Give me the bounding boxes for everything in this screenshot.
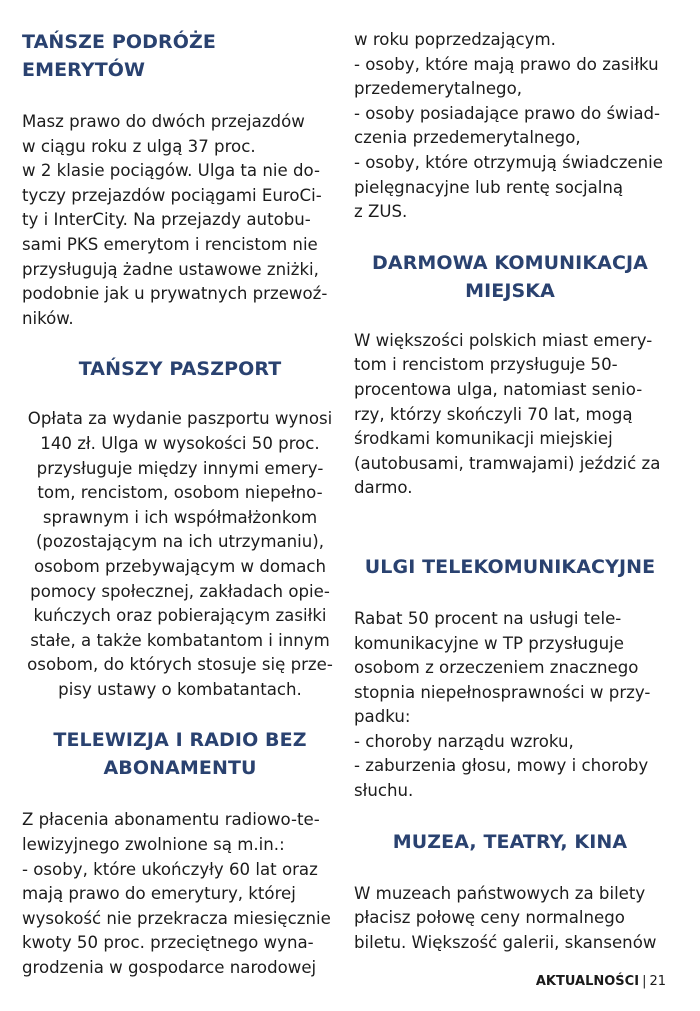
heading-telecom: ULGI TELEKOMUNIKACYJNE <box>364 555 656 578</box>
left-column <box>22 28 338 981</box>
heading-free-transport: DARMOWA KOMUNIKACJA MIEJSKA <box>372 251 648 302</box>
right-column <box>354 28 666 955</box>
body-cheaper-passport: Opłata za wydanie paszportu wynosi 140 zł. Ulga w wysokości 50 proc. przysługuje między innymi emery- tom, rencistom, osobom niepełno- sprawnym i ich współmałżonkom (pozostającym na ich utrzymaniu), osobom przebywającym w domach pomocy społecznej, zakładach opie- kuńczych oraz pobierającym zasiłki stałe, a także kombatantom i innym osobom, do których stosuje się prze- pisy ustawy o kombatantach. <box>27 409 333 699</box>
body-free-transport: W większości polskich miast emery- tom i rencistom przysługuje 50- procentowa ulga, natomiast senio- rzy, którzy skończyli 70 lat, mogą środkami komunikacji miejskiej (autobusami, tramwajami) jeździć za darmo. <box>354 330 661 498</box>
body-tv-radio: Z płacenia abonamentu radiowo-te- lewizyjnego zwolnione są m.in.: - osoby, które ukończyły 60 lat oraz mają prawo do emerytury, której wysokość nie przekracza miesięcznie kwoty 50 proc. przeciętnego wyna- grodzenia w gospodarce narodowej <box>22 810 331 978</box>
page-footer <box>536 972 666 992</box>
body-telecom: Rabat 50 procent na usługi tele- komunikacyjne w TP przysługuje osobom z orzeczeniem znacznego stopnia niepełnosprawności w przy- padku: - choroby narządu wzroku, - zaburzenia głosu, mowy i choroby słuchu. <box>354 608 651 801</box>
body-museums: W muzeach państwowych za bilety płacisz połowę ceny normalnego biletu. Większość galerii, skansenów <box>354 883 657 952</box>
heading-cheaper-passport: TAŃSZY PASZPORT <box>78 358 282 381</box>
page-number: 21 <box>649 974 666 989</box>
footer-section-name: AKTUALNOŚCI <box>535 974 640 989</box>
heading-tv-radio: TELEWIZJA I RADIO BEZ ABONAMENTU <box>53 729 307 780</box>
body-tv-radio-continued: w roku poprzedzającym. - osoby, które mają prawo do zasiłku przedemerytalnego, - osoby posiadające prawo do świad- czenia przedemerytalnego, - osoby, które otrzymują świadczenie pielęgnacyjne lub rentę socjalną z ZUS. <box>354 30 663 222</box>
footer-separator: | <box>642 974 647 989</box>
heading-cheaper-travel: TAŃSZE PODRÓŻE EMERYTÓW <box>22 31 216 81</box>
heading-museums: MUZEA, TEATRY, KINA <box>392 830 628 853</box>
body-cheaper-travel: Masz prawo do dwóch przejazdów w ciągu roku z ulgą 37 proc. w 2 klasie pociągów. Ulga ta nie do- tyczy przejazdów pociągami EuroCi- ty i InterCity. Na przejazdy autobu- sami PKS emerytom i rencistom nie przysługują żadne ustawowe zniżki, podobnie jak u prywatnych przewoź- ników. <box>22 112 328 328</box>
